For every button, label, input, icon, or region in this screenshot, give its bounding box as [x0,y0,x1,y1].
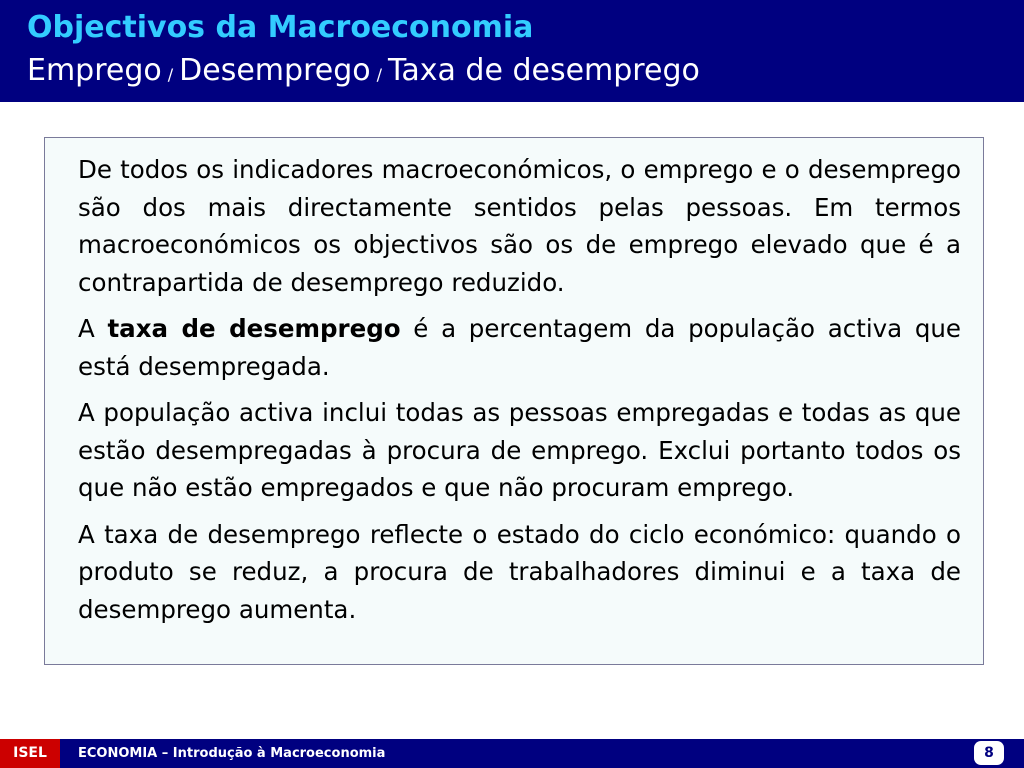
course-title: ECONOMIA – Introdução à Macroeconomia [78,746,386,761]
subtitle-taxa: Taxa de desemprego [388,53,700,88]
subtitle-desemprego: Desemprego [179,53,371,88]
subtitle-separator: / [167,65,174,84]
paragraph-economic-cycle: A taxa de desemprego reflecte o estado do ciclo económico: quando o produto se reduz, a procura de trabalhadores diminui e a taxa de desemprego aumenta. [78,519,961,624]
definition-lead: A [78,314,108,343]
subtitle-emprego: Emprego [27,53,162,88]
definition-rest: é a percentagem da população activa que está desempregada. [78,314,961,381]
content-box [44,137,984,665]
slide-header [0,0,1024,102]
slide-footer [0,739,1024,768]
page-number: 8 [974,741,1004,765]
isel-logo: ISEL [0,739,60,768]
paragraph-definition [78,310,961,385]
paragraph-active-population: A população activa inclui todas as pessoas empregadas e todas as que estão desempregadas à procura de emprego. Exclui portanto todos os que não estão empregados e que não procuram emprego. [78,398,961,502]
subtitle-separator: / [376,65,382,84]
definition-term: taxa de desemprego [107,314,401,343]
paragraph-indicators: De todos os indicadores macroeconómicos, o emprego e o desemprego são dos mais directamente sentidos pelas pessoas. Em termos macroeconómicos os objectivos são os de emprego elevado que é a contrapartida de desemprego reduzido. [78,155,961,297]
slide-title: Objectivos da Macroeconomia [27,10,534,45]
slide-subtitle [27,52,700,94]
